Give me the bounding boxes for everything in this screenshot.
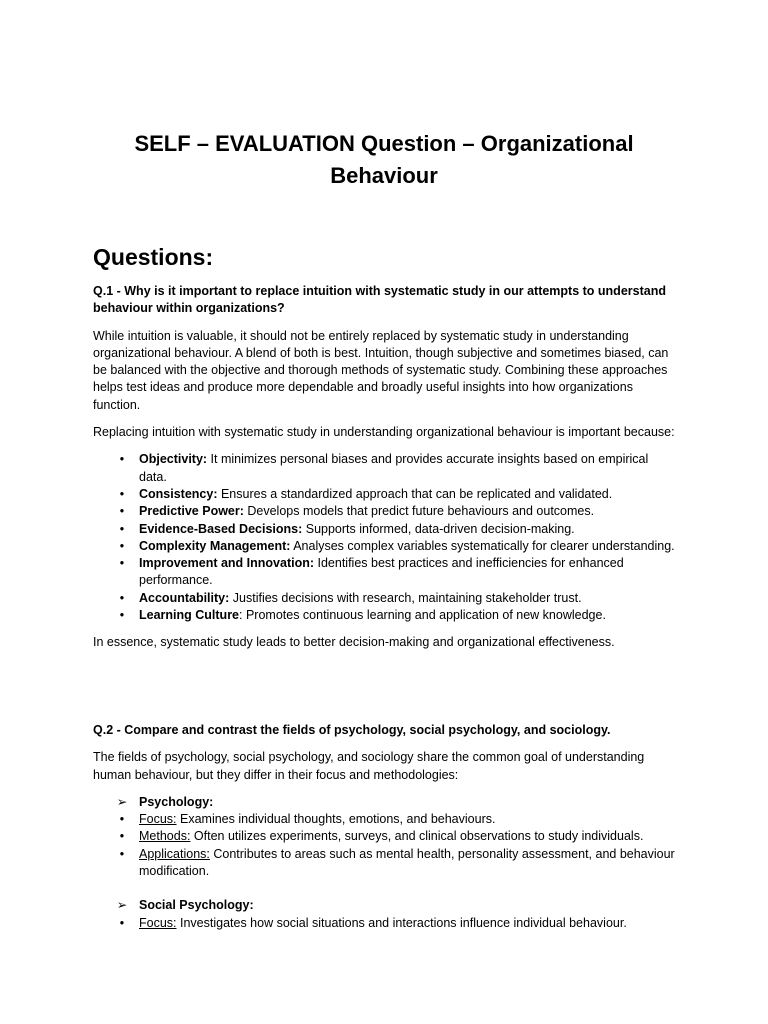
q2-question: Q.2 - Compare and contrast the fields of psychology, social psychology, and sociology. bbox=[93, 723, 611, 737]
bullet-text: Develops models that predict future behaviours and outcomes. bbox=[243, 504, 595, 519]
list-item bbox=[93, 794, 678, 811]
section-heading: Questions: bbox=[93, 244, 214, 270]
bullet-term: Objectivity: bbox=[139, 452, 208, 467]
q1-block bbox=[93, 283, 678, 652]
bullet-icon: • bbox=[119, 452, 125, 467]
bullet-term: Complexity Management: bbox=[139, 538, 291, 553]
bullet-text: Contributes to areas such as mental health, personality assessment, and behaviour modification. bbox=[139, 846, 675, 879]
list-item bbox=[93, 811, 678, 828]
bullet-term: Applications: bbox=[139, 846, 210, 861]
list-item bbox=[93, 846, 678, 881]
q2-intro: The fields of psychology, social psychology, and sociology share the common goal of understanding human behaviour, but they differ in their focus and methodologies: bbox=[93, 750, 645, 782]
bullet-icon: • bbox=[119, 504, 125, 519]
bullet-text: Supports informed, data-driven decision-making. bbox=[302, 521, 575, 536]
bullet-icon: • bbox=[119, 556, 125, 571]
list-item bbox=[93, 521, 678, 538]
bullet-text: It minimizes personal biases and provides accurate insights based on empirical data. bbox=[139, 452, 649, 484]
bullet-text: Analyses complex variables systematically for clearer understanding. bbox=[290, 538, 675, 553]
list-item bbox=[93, 486, 678, 503]
bullet-icon: • bbox=[119, 608, 125, 623]
document-title: SELF – EVALUATION Question – Organizational Behaviour bbox=[134, 131, 634, 188]
bullet-term: Focus: bbox=[139, 915, 177, 930]
list-item bbox=[93, 590, 678, 607]
list-item bbox=[93, 828, 678, 845]
bullet-icon: • bbox=[119, 538, 125, 553]
q1-question: Q.1 - Why is it important to replace intuition with systematic study in our attempts to understand behaviour within organizations? bbox=[93, 284, 666, 316]
q1-paragraph-1: While intuition is valuable, it should not be entirely replaced by systematic study in understanding organizational behaviour. A blend of both is best. Intuition, though subjective and sometimes biased, can be balanced with the objective and thorough methods of systematic study. Combining these approaches helps test ideas and produce more dependable and broadly useful insights into how organizations function. bbox=[93, 328, 669, 412]
bullet-term: Consistency: bbox=[139, 486, 218, 501]
bullet-term: Predictive Power: bbox=[139, 504, 244, 519]
bullet-icon: • bbox=[119, 486, 125, 501]
bullet-icon: • bbox=[119, 829, 125, 844]
q1-conclusion: In essence, systematic study leads to better decision-making and organizational effectiveness. bbox=[93, 635, 615, 650]
bullet-icon: • bbox=[119, 590, 125, 605]
bullet-text: : Promotes continuous learning and application of new knowledge. bbox=[239, 608, 606, 623]
list-item bbox=[93, 503, 678, 520]
bullet-term: Evidence-Based Decisions: bbox=[139, 521, 303, 536]
bullet-icon: • bbox=[119, 812, 125, 827]
list-item bbox=[93, 607, 678, 624]
psychology-header: Psychology: bbox=[139, 794, 214, 809]
bullet-text: Often utilizes experiments, surveys, and clinical observations to study individuals. bbox=[190, 829, 644, 844]
arrow-bullet-icon: ➢ bbox=[116, 898, 128, 913]
social-psychology-header: Social Psychology: bbox=[139, 898, 254, 913]
bullet-term: Methods: bbox=[139, 829, 191, 844]
list-item bbox=[93, 897, 678, 914]
bullet-text: Investigates how social situations and interactions influence individual behaviour. bbox=[176, 915, 627, 930]
bullet-term: Improvement and Innovation: bbox=[139, 556, 315, 571]
bullet-icon: • bbox=[119, 521, 125, 536]
q2-block bbox=[93, 722, 678, 932]
bullet-icon: • bbox=[119, 915, 125, 930]
list-item bbox=[93, 555, 678, 590]
bullet-term: Accountability: bbox=[139, 590, 230, 605]
social-psychology-list bbox=[93, 897, 678, 932]
bullet-text: Justifies decisions with research, maintaining stakeholder trust. bbox=[229, 590, 582, 605]
bullet-text: Examines individual thoughts, emotions, and behaviours. bbox=[176, 812, 496, 827]
list-item bbox=[93, 538, 678, 555]
arrow-bullet-icon: ➢ bbox=[116, 794, 128, 809]
bullet-text: Ensures a standardized approach that can be replicated and validated. bbox=[217, 486, 613, 501]
list-item bbox=[93, 915, 678, 932]
q1-paragraph-2: Replacing intuition with systematic study in understanding organizational behaviour is important because: bbox=[93, 425, 675, 440]
bullet-icon: • bbox=[119, 846, 125, 861]
bullet-text: Identifies best practices and inefficiencies for enhanced performance. bbox=[139, 556, 624, 588]
bullet-term: Learning Culture bbox=[139, 608, 240, 623]
q1-bullet-list bbox=[93, 451, 678, 624]
list-item bbox=[93, 451, 678, 486]
bullet-term: Focus: bbox=[139, 812, 177, 827]
psychology-list bbox=[93, 794, 678, 880]
